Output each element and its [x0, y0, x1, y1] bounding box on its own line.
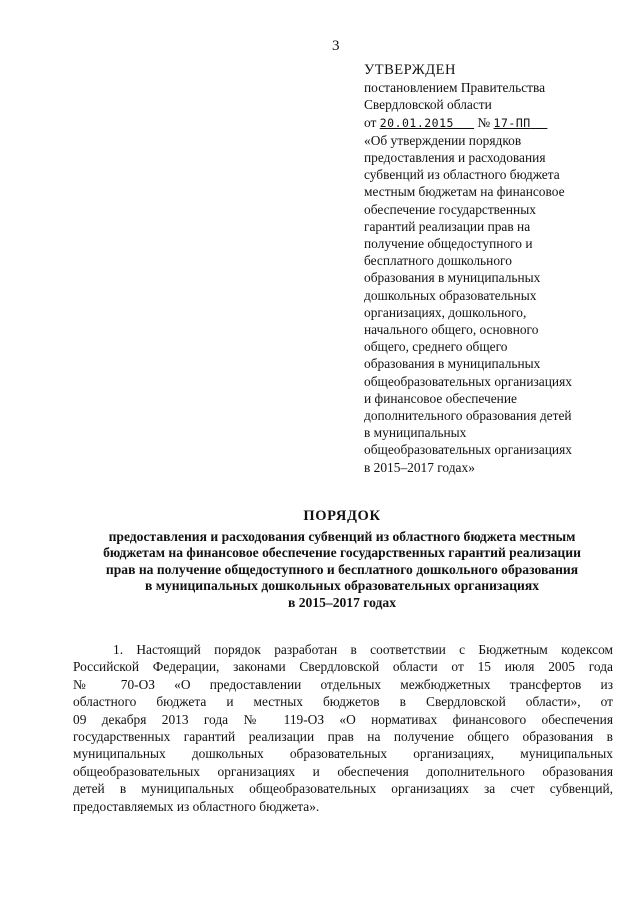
approval-title-line: «Об утверждении порядков [364, 132, 522, 148]
number-value: 17-ПП [493, 115, 531, 130]
date-field [380, 115, 474, 130]
paragraph-line: 1. Настоящий порядок разработан в соответствии с Бюджетным кодексом [113, 642, 613, 657]
paragraph-line: 09 декабря 2013 года № 119-ОЗ «О нормативах финансового обеспечения [73, 711, 613, 727]
body-paragraph [73, 641, 613, 815]
document-subtitle-line: бюджетам на финансовое обеспечение государственных гарантий реализации [103, 545, 581, 561]
approval-title-line: обеспечение государственных [364, 201, 536, 217]
approval-title-line: образования в муниципальных [364, 356, 541, 372]
paragraph-line: областного бюджета и местных бюджетов в Свердловской области», от [73, 694, 613, 710]
document-subtitle-line: в муниципальных дошкольных образовательных организациях [144, 578, 540, 594]
approval-title-line: получение общедоступного и [364, 236, 533, 252]
approval-title-line: в муниципальных [364, 425, 467, 441]
approval-title-line: субвенций из областного бюджета [364, 167, 560, 183]
number-field [494, 115, 548, 130]
document-subtitle-line: прав на получение общедоступного и бесплатного дошкольного образования [105, 561, 579, 577]
approval-title-line: начального общего, основного [364, 322, 539, 338]
approval-title-line: предоставления и расходования [364, 150, 546, 166]
paragraph-line: Российской Федерации, законами Свердловской области от 15 июля 2005 года [73, 659, 613, 675]
approval-date-line [364, 114, 626, 132]
paragraph-line: № 70-ОЗ «О предоставлении отдельных межбюджетных трансфертов из [73, 676, 613, 692]
approval-title-line: гарантий реализации прав на [364, 218, 531, 234]
document-title: ПОРЯДОК [303, 508, 381, 524]
paragraph-line: муниципальных дошкольных образовательных организациях, муниципальных [73, 746, 613, 762]
approval-title-line: общего, среднего общего [364, 339, 508, 355]
approval-heading: УТВЕРЖДЕН [364, 62, 456, 78]
paragraph-line: детей в муниципальных общеобразовательных организациях за счет субвенций, [73, 781, 613, 797]
page-number: 3 [332, 38, 340, 54]
paragraph-line: государственных гарантий реализации прав на получение общего образования в [73, 729, 613, 745]
date-value: 20.01.2015 [379, 115, 454, 130]
approval-title-line: общеобразовательных организациях [364, 373, 572, 389]
approval-title-line: образования в муниципальных [364, 270, 541, 286]
approval-title-line: местным бюджетам на финансовое [364, 184, 565, 200]
document-subtitle-line: в 2015–2017 годах [287, 594, 397, 610]
document-heading [62, 508, 622, 612]
number-prefix: № [477, 114, 494, 130]
paragraph-line: предоставляемых из областного бюджета». [73, 798, 320, 814]
approval-title-line: и финансовое обеспечение [364, 390, 517, 406]
paragraph-line: общеобразовательных организациях и обеспечения дополнительного образования [73, 763, 613, 779]
approval-block [364, 62, 626, 476]
date-prefix: от [364, 114, 380, 130]
approval-title-line: дошкольных образовательных [364, 287, 537, 303]
approval-title-line: бесплатного дошкольного [364, 253, 512, 269]
approval-title-line: организациях, дошкольного, [364, 304, 527, 320]
approval-title-line: общеобразовательных организациях [364, 442, 572, 458]
document-subtitle-line: предоставления и расходования субвенций из областного бюджета местным [108, 528, 576, 544]
approval-title-line: в 2015–2017 годах» [364, 459, 475, 475]
approval-title-line: дополнительного образования детей [364, 408, 572, 424]
approval-line: Свердловской области [364, 97, 492, 113]
approval-line: постановлением Правительства [364, 80, 546, 96]
